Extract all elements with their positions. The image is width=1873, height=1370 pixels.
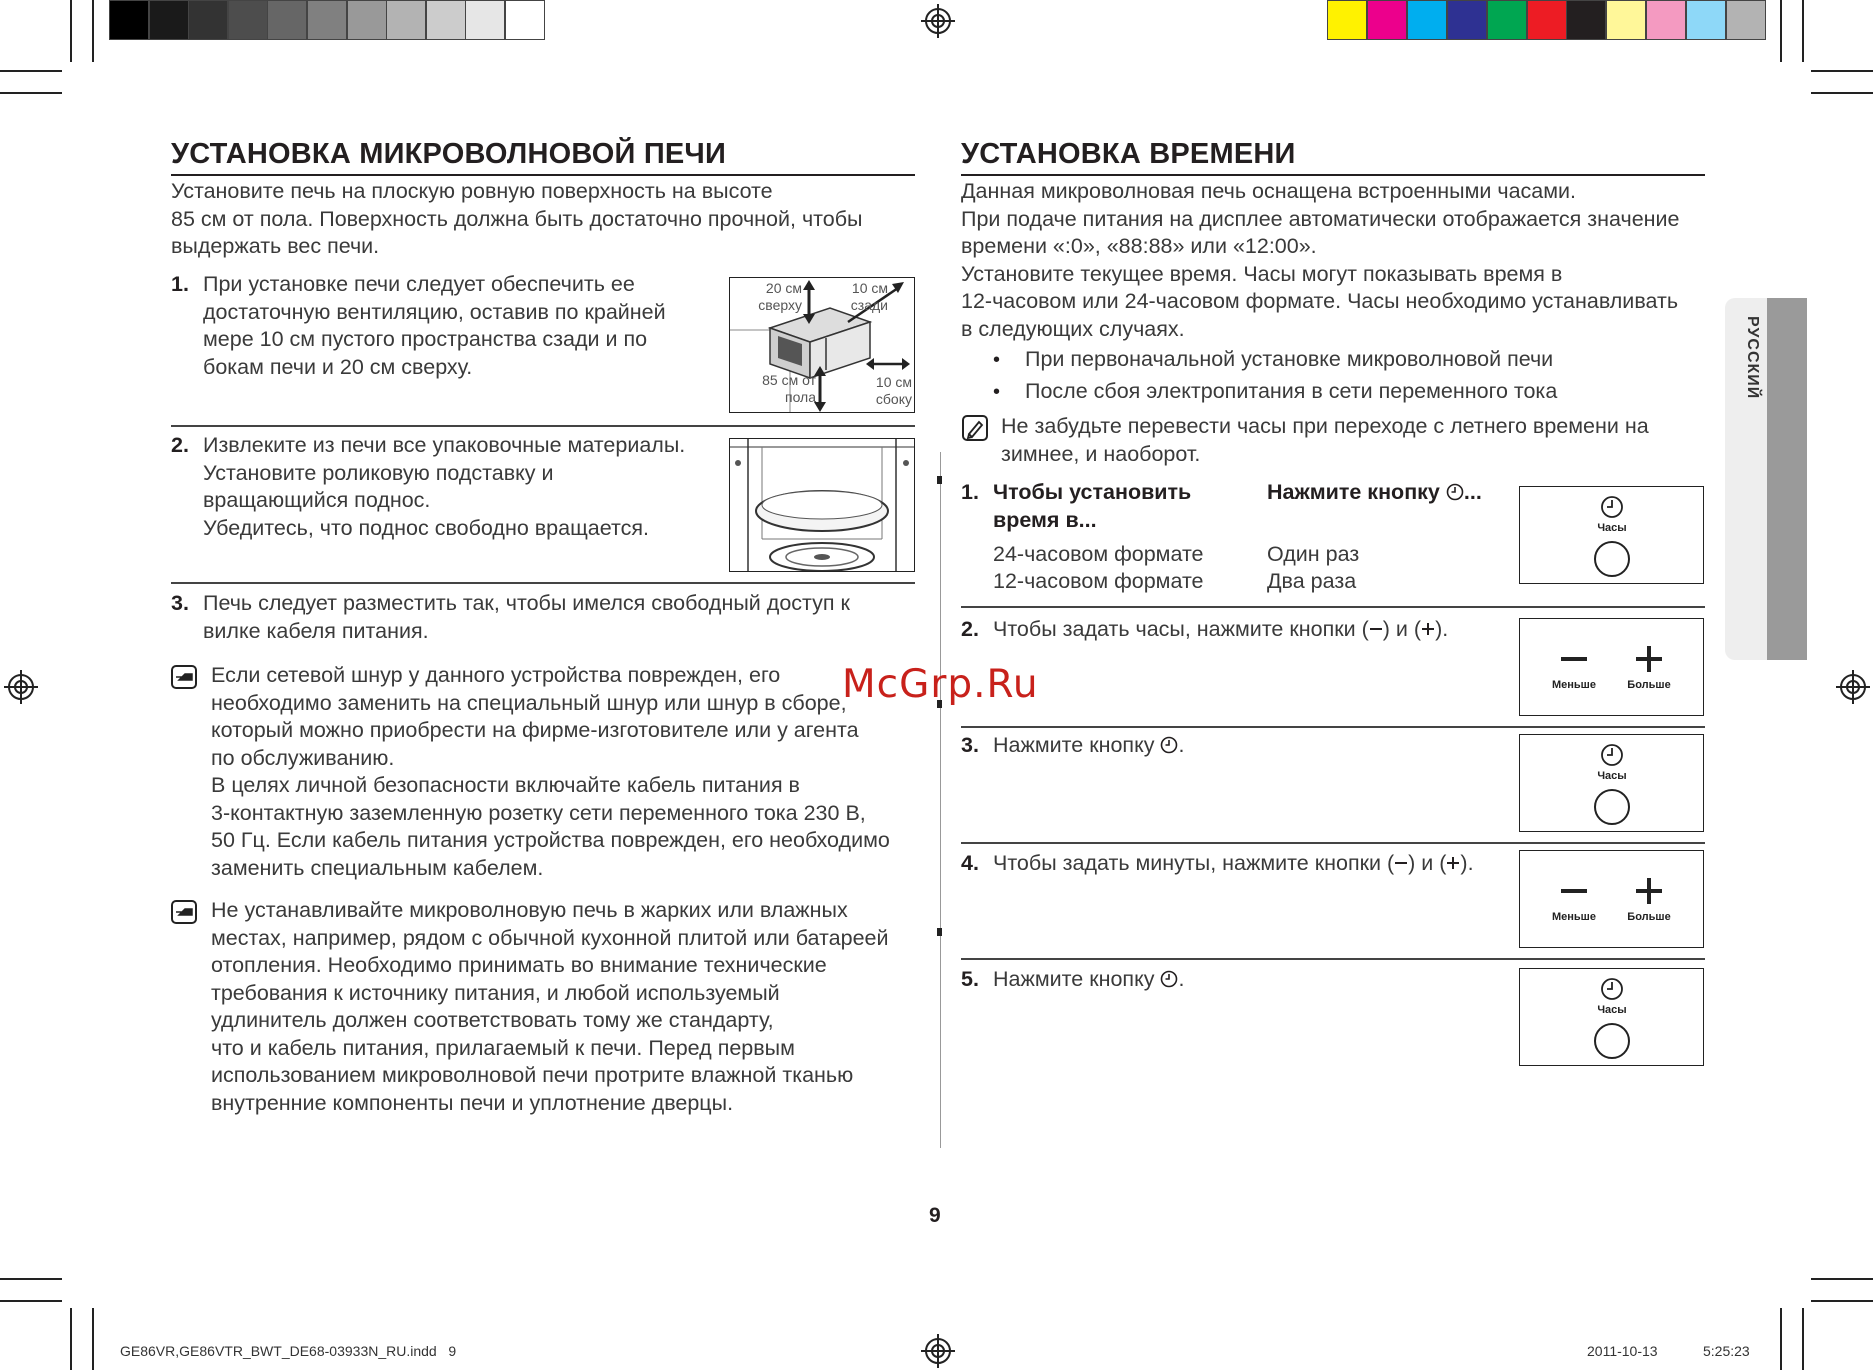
clock-icon (1600, 743, 1624, 767)
text-line: 50 Гц. Если кабель питания устройства поврежден, его необходимо (211, 828, 890, 852)
footer-filename: GE86VR,GE86VTR_BWT_DE68-03933N_RU.indd 9 (120, 1343, 457, 1359)
text-line: 85 см от (762, 372, 816, 388)
text-line: При подаче питания на дисплее автоматически отображается значение (961, 206, 1680, 231)
clearance-floor-label (744, 372, 816, 406)
text-line: В целях личной безопасности включайте кабель питания в (211, 773, 800, 797)
text-line: мере 10 см пустого пространства сзади и по (203, 327, 648, 351)
text-line: Нажмите кнопку (1267, 480, 1440, 504)
step-separator (171, 425, 915, 427)
left-section-title: УСТАНОВКА МИКРОВОЛНОВОЙ ПЕЧИ (171, 138, 915, 176)
text-line: бокам печи и 20 см сверху. (203, 354, 473, 379)
turntable-diagram (729, 438, 915, 572)
text-line: по обслуживанию. (211, 745, 395, 770)
clearance-back-label (834, 280, 888, 314)
text-line: что и кабель питания, прилагаемый к печи. Перед первым (211, 1035, 795, 1060)
clock-button-label: Часы (1597, 522, 1627, 534)
crop-mark (1780, 1308, 1782, 1370)
step-separator (171, 582, 915, 584)
color-swatch (426, 0, 466, 40)
text-line: выдержать вес печи. (171, 234, 380, 258)
color-swatch (465, 0, 505, 40)
color-swatch (1566, 0, 1606, 40)
text-line: сверху (758, 297, 802, 313)
text-line: время в... (993, 507, 1097, 532)
bullet-dot: • (993, 349, 1001, 371)
text-line: Если сетевой шнур у данного устройства поврежден, его (211, 663, 781, 687)
color-swatch (109, 0, 149, 40)
text-line: . (1178, 733, 1185, 757)
text-line: сзади (850, 297, 888, 313)
crop-mark (0, 1300, 62, 1302)
text-line: Извлеките из печи все упаковочные материалы. (203, 433, 686, 457)
color-swatch (188, 0, 228, 40)
text-line: Чтобы задать минуты, нажмите кнопки ( (993, 851, 1395, 875)
left-intro (171, 178, 921, 261)
plus-button[interactable] (1633, 875, 1665, 907)
column-divider (940, 452, 941, 1148)
crop-mark (70, 1308, 72, 1370)
text-line: ). (1435, 617, 1449, 641)
text-line: Установите текущее время. Часы могут показывать время в (961, 261, 1563, 286)
right-bullet-2: После сбоя электропитания в сети переменного тока (1025, 379, 1558, 403)
text-line: который можно приобрести на фирме-изготовителе или у агента (211, 718, 859, 742)
text-line: ). (1460, 851, 1474, 875)
text-line: времени «:0», «88:88» или «12:00». (961, 234, 1317, 258)
clock-button-panel (1519, 968, 1704, 1066)
step1-head-c (1267, 479, 1482, 507)
color-swatch (1726, 0, 1766, 40)
page-number: 9 (929, 1204, 941, 1227)
format-24-row: 24-часовом формате (993, 542, 1204, 566)
clock-button-label: Часы (1597, 1004, 1627, 1016)
left-step1-text (203, 271, 723, 381)
text-line: сбоку (875, 391, 912, 407)
clock-button[interactable] (1594, 789, 1630, 825)
text-line: 12-часовом или 24-часовом формате. Часы необходимо устанавливать (961, 289, 1679, 313)
text-line: Чтобы установить (993, 480, 1192, 504)
right-step3-number: 3. (961, 733, 979, 757)
color-swatch (1407, 0, 1447, 40)
color-swatch (1367, 0, 1407, 40)
text-line: 20 см (765, 280, 802, 296)
text-line: требования к источнику питания, и любой используемый (211, 980, 780, 1005)
crop-mark (92, 1308, 94, 1370)
language-side-tab (1725, 298, 1807, 660)
step-separator (961, 958, 1705, 960)
text-line: Данная микроволновая печь оснащена встроенными часами. (961, 179, 1576, 203)
clock-button-panel (1519, 486, 1704, 584)
color-swatch (267, 0, 307, 40)
divider-tick (937, 928, 942, 936)
minus-button-label: Меньше (1552, 911, 1596, 923)
crop-mark (0, 92, 62, 94)
text-line: достаточную вентиляцию, оставив по крайней (203, 299, 666, 324)
clock-icon (1446, 483, 1464, 501)
text-line: Установите роликовую подставку и (203, 460, 554, 485)
registration-mark-icon (921, 1334, 955, 1368)
text-line: удлинитель должен соответствовать тому же стандарту, (211, 1008, 774, 1032)
color-swatch (1527, 0, 1567, 40)
text-line: ... (1463, 480, 1482, 504)
plus-button-label: Больше (1627, 679, 1671, 691)
left-step2-text (203, 432, 723, 542)
clock-button[interactable] (1594, 1023, 1630, 1059)
step-separator (961, 842, 1705, 844)
caution-hand-icon (171, 900, 197, 924)
right-step1-number: 1. (961, 480, 979, 504)
color-swatch (1686, 0, 1726, 40)
text-line: вращающийся поднос. (203, 488, 431, 512)
plus-icon (1446, 856, 1460, 870)
text-line: . (1178, 967, 1185, 991)
text-line: использованием микроволновой печи протрите влажной тканью (211, 1063, 854, 1087)
crop-mark (0, 70, 62, 72)
clock-icon (1160, 736, 1178, 754)
text-line: местах, например, рядом с обычной кухонной плитой или батареей (211, 925, 889, 950)
text-line: Не устанавливайте микроволновую печь в жарких или влажных (211, 898, 848, 922)
text-line: Установите печь на плоскую ровную поверхность на высоте (171, 179, 773, 203)
text-line: в следующих случаях. (961, 316, 1185, 341)
minus-icon (1369, 622, 1383, 636)
format-12-row: 12-часовом формате (993, 569, 1204, 593)
color-swatch (228, 0, 268, 40)
text-line: Убедитесь, что поднос свободно вращается. (203, 515, 649, 540)
divider-tick (937, 476, 942, 484)
text-line: внутренние компоненты печи и уплотнение дверцы. (211, 1090, 734, 1115)
right-step2-text (993, 616, 1513, 644)
left-step2-number: 2. (171, 433, 189, 457)
ventilation-diagram (729, 277, 915, 413)
text-line: При установке печи следует обеспечить ее (203, 272, 635, 296)
text-line: пола (784, 389, 816, 405)
step1-head-a (993, 479, 1191, 534)
left-step3-text (203, 590, 923, 645)
minus-button-label: Меньше (1552, 679, 1596, 691)
plus-icon (1421, 622, 1435, 636)
turntable-icon (730, 439, 914, 571)
crop-mark (1811, 1278, 1873, 1280)
text-line: заменить специальным кабелем. (211, 855, 544, 880)
registration-mark-icon (921, 4, 955, 38)
crop-mark (92, 0, 94, 62)
color-swatch (347, 0, 387, 40)
text-line: Чтобы задать часы, нажмите кнопки ( (993, 617, 1369, 641)
color-swatch (1327, 0, 1367, 40)
color-swatch (1606, 0, 1646, 40)
clock-icon (1600, 495, 1624, 519)
footer-time: 5:25:23 (1703, 1343, 1750, 1359)
crop-mark (1780, 0, 1782, 62)
right-step4-text (993, 850, 1513, 878)
text-line: отопления. Необходимо принимать во внимание технические (211, 953, 827, 977)
plus-button-label: Больше (1627, 911, 1671, 923)
text-line: вилке кабеля питания. (203, 618, 429, 643)
crop-mark (0, 1278, 62, 1280)
plus-button[interactable] (1633, 643, 1665, 675)
minus-plus-panel (1519, 618, 1704, 716)
registration-mark-icon (1836, 670, 1870, 704)
clearance-side-label (866, 374, 912, 408)
minus-icon (1394, 856, 1408, 870)
minus-button[interactable] (1558, 875, 1590, 907)
right-step4-number: 4. (961, 851, 979, 875)
format-12-presses: Два раза (1267, 569, 1357, 593)
text-line: 85 см от пола. Поверхность должна быть достаточно прочной, чтобы (171, 206, 863, 231)
minus-plus-panel (1519, 850, 1704, 948)
minus-button[interactable] (1558, 643, 1590, 675)
text-line: ) и ( (1382, 617, 1422, 641)
right-step5-text (993, 966, 1393, 994)
clearance-top-label (752, 280, 802, 314)
crop-mark (1802, 0, 1804, 62)
footer-date: 2011-10-13 (1587, 1343, 1658, 1359)
text-line: зимнее, и наоборот. (1001, 441, 1201, 466)
color-swatch (1447, 0, 1487, 40)
clock-icon (1600, 977, 1624, 1001)
right-bullet-1: При первоначальной установке микроволновой печи (1025, 347, 1554, 371)
crop-mark (1811, 1300, 1873, 1302)
text-line: Нажмите кнопку (993, 733, 1155, 757)
text-line: 3-контактную заземленную розетку сети переменного тока 230 В, (211, 800, 866, 825)
text-line: Не забудьте перевести часы при переходе с летнего времени на (1001, 414, 1649, 438)
memo-pencil-icon (961, 414, 989, 442)
text-line: 10 см (851, 280, 888, 296)
note-placement (211, 897, 931, 1117)
color-swatch (307, 0, 347, 40)
right-step3-text (993, 732, 1393, 760)
color-swatch (386, 0, 426, 40)
crop-mark (1811, 70, 1873, 72)
text-line: 10 см (875, 374, 912, 390)
format-24-presses: Один раз (1267, 542, 1360, 566)
caution-hand-icon (171, 665, 197, 689)
clock-button-label: Часы (1597, 770, 1627, 782)
color-swatch (1487, 0, 1527, 40)
text-line: Печь следует разместить так, чтобы имелся свободный доступ к (203, 591, 850, 615)
clock-button[interactable] (1594, 541, 1630, 577)
crop-mark (1802, 1308, 1804, 1370)
color-swatch (149, 0, 189, 40)
text-line: Нажмите кнопку (993, 967, 1155, 991)
text-line: необходимо заменить на специальный шнур или шнур в сборе, (211, 690, 847, 715)
right-step2-number: 2. (961, 617, 979, 641)
step-separator (961, 606, 1705, 608)
left-step3-number: 3. (171, 591, 189, 615)
registration-mark-icon (4, 670, 38, 704)
text-line: ) и ( (1408, 851, 1447, 875)
memo-text (1001, 413, 1701, 468)
language-label: РУССКИЙ (1744, 316, 1761, 400)
right-intro (961, 178, 1711, 343)
crop-mark (70, 0, 72, 62)
right-step5-number: 5. (961, 967, 979, 991)
clock-button-panel (1519, 734, 1704, 832)
note-power-cord (211, 662, 931, 882)
left-step1-number: 1. (171, 272, 189, 296)
watermark: McGrp.Ru (842, 662, 1039, 707)
crop-mark (1811, 92, 1873, 94)
clock-icon (1160, 970, 1178, 988)
step-separator (961, 726, 1705, 728)
bullet-dot: • (993, 381, 1001, 403)
color-swatch (505, 0, 545, 40)
color-swatch (1646, 0, 1686, 40)
right-section-title: УСТАНОВКА ВРЕМЕНИ (961, 138, 1705, 176)
